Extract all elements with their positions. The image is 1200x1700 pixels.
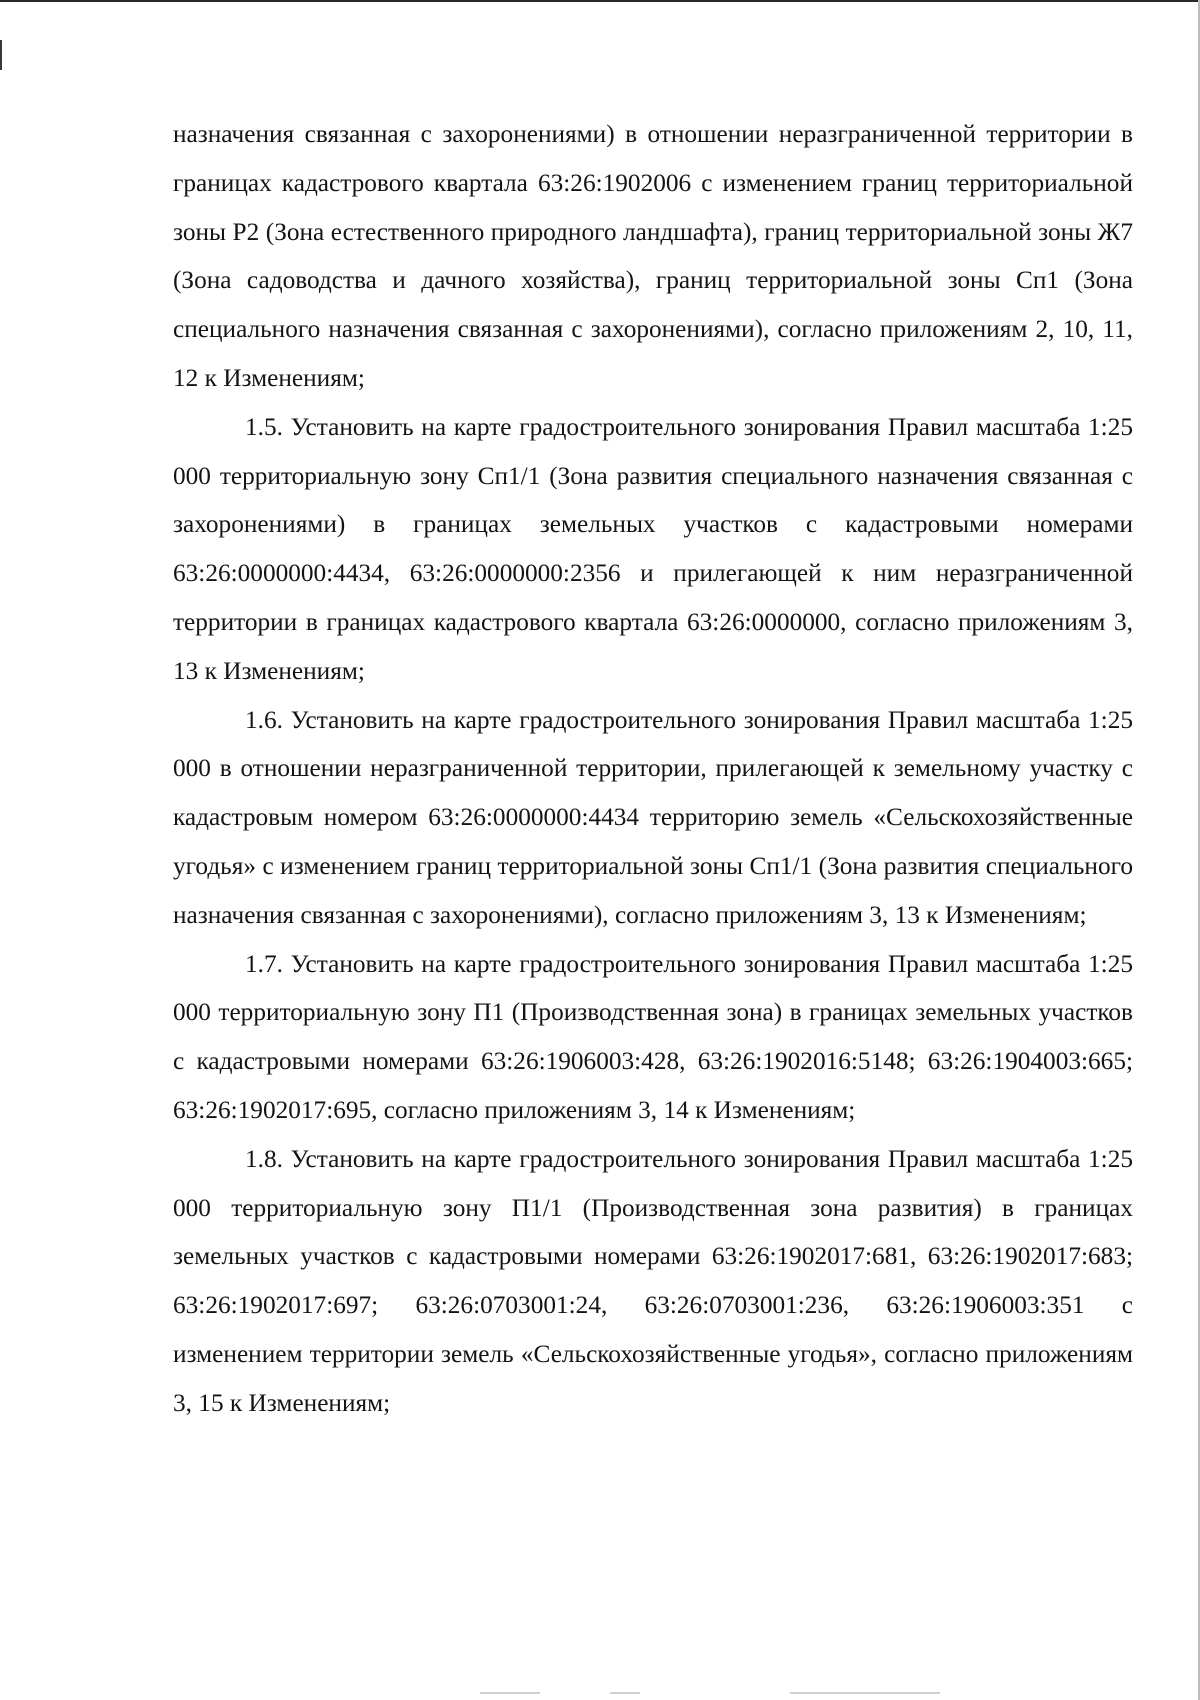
paragraph-item-1-7: 1.7. Установить на карте градостроительного зонирования Правил масштаба 1:25 000 территориальную зону П1 (Производственная зона) в границах земельных участков с кадастровыми номерами 63:26:1906003:428, 63:26:1902016:5148; 63:26:1904003:665; 63:26:1902017:695, согласно приложениям 3, 14 к Изменениям; xyxy=(173,949,1133,1124)
scan-edge-top xyxy=(0,0,1200,2)
paragraph-item-1-6: 1.6. Установить на карте градостроительного зонирования Правил масштаба 1:25 000 в отношении неразграниченной территории, прилегающей к земельному участку с кадастровым номером 63:26:0000000:4434 территорию земель «Сельскохозяйственные угодья» с изменением границ территориальной зоны Сп1/1 (Зона развития специального назначения связанная с захоронениями), согласно приложениям 3, 13 к Изменениям; xyxy=(173,705,1133,929)
paragraph-continuation: назначения связанная с захоронениями) в отношении неразграниченной территории в границах кадастрового квартала 63:26:1902006 с изменением границ территориальной зоны Р2 (Зона естественного природного ландшафта), границ территориальной зоны Ж7 (Зона садоводства и дачного хозяйства), границ территориальной зоны Сп1 (Зона специального назначения связанная с захоронениями), согласно приложениям 2, 10, 11, 12 к Изменениям; xyxy=(173,120,1133,392)
scan-artifact xyxy=(790,1692,940,1694)
paragraph-item-1-5: 1.5. Установить на карте градостроительного зонирования Правил масштаба 1:25 000 территориальную зону Сп1/1 (Зона развития специального назначения связанная с захоронениями) в границах земельных участков с кадастровыми номерами 63:26:0000000:4434, 63:26:0000000:2356 и прилегающей к ним неразграниченной территории в границах кадастрового квартала 63:26:0000000, согласно приложениям 3, 13 к Изменениям; xyxy=(173,412,1133,685)
scan-artifact xyxy=(610,1692,640,1694)
paragraph-item-1-8: 1.8. Установить на карте градостроительного зонирования Правил масштаба 1:25 000 территориальную зону П1/1 (Производственная зона развития) в границах земельных участков с кадастровыми номерами 63:26:1902017:681, 63:26:1902017:683; 63:26:1902017:697; 63:26:0703001:24, 63:26:0703001:236, 63:26:1906003:351 с изменением территории земель «Сельскохозяйственные угодья», согласно приложениям 3, 15 к Изменениям; xyxy=(173,1144,1133,1417)
scan-edge-left xyxy=(0,40,2,70)
scan-artifact xyxy=(480,1692,540,1694)
document-body xyxy=(173,110,1133,1428)
